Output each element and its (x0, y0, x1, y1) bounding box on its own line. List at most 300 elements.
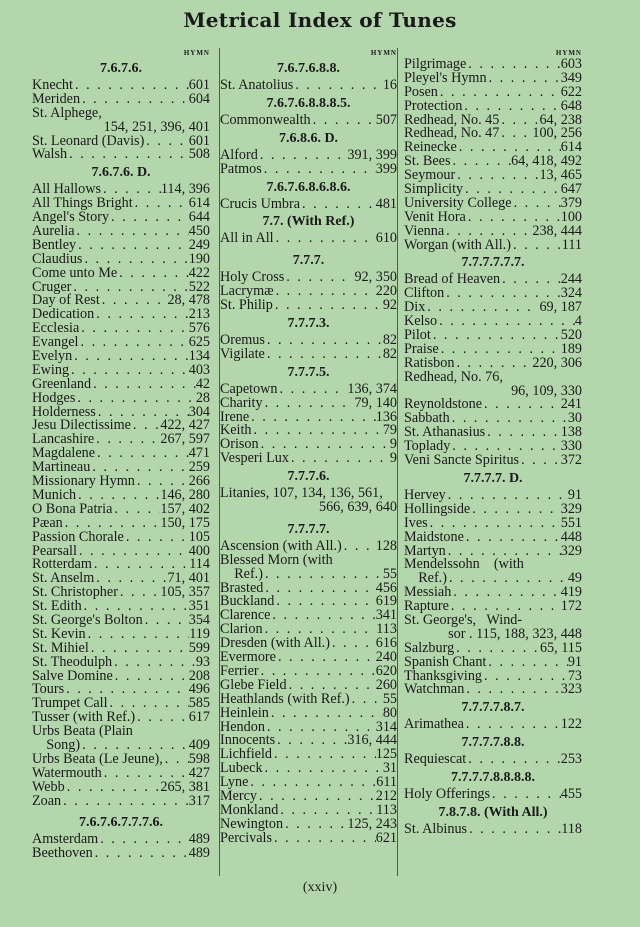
tune-name: Ferrier (220, 662, 259, 679)
leader-dots (77, 545, 189, 559)
leader-dots (86, 628, 190, 642)
hymn-numbers: 260 (375, 676, 397, 693)
tune-name: Requiescat (404, 751, 467, 768)
leader-dots (113, 670, 189, 684)
tune-name: Simplicity (404, 181, 464, 198)
hymn-numbers: 113 (376, 801, 397, 818)
hymn-numbers: 100 (560, 208, 582, 225)
tune-name: Charity (220, 394, 263, 411)
entry-continuation: 566, 639, 640 (318, 499, 397, 516)
tune-name: Heinlein (220, 704, 269, 721)
tune-name: Buckland (220, 593, 275, 610)
tune-entry (220, 160, 397, 177)
index-column-2 (219, 48, 398, 876)
hymn-numbers: 409 (188, 736, 210, 753)
hymn-numbers: 619 (375, 593, 397, 610)
leader-dots (486, 656, 567, 670)
hymn-numbers: 625 (188, 334, 210, 351)
tune-name: Ecclesia (32, 320, 80, 337)
leader-dots (65, 781, 161, 795)
hymn-numbers: 220 (375, 283, 397, 300)
leader-dots (274, 285, 376, 299)
tune-name: Martyn (404, 542, 446, 559)
tune-name: Hollingside (404, 500, 471, 517)
tune-entry (404, 718, 582, 732)
leader-dots (95, 447, 189, 461)
tune-name: Venit Hora (404, 208, 466, 225)
tune-name: Lichfield (220, 746, 272, 763)
hymn-numbers: 82 (382, 345, 397, 362)
hymn-numbers: 136, 374 (347, 380, 397, 397)
tune-name: St. Bees (404, 153, 451, 170)
tune-name: Evermore (220, 649, 276, 666)
tune-name: Angel's Story (32, 209, 110, 226)
tune-name: Zoan (32, 792, 62, 809)
hymn-numbers: 212 (375, 787, 397, 804)
hymn-numbers: 481 (375, 195, 397, 212)
tune-entry (32, 847, 210, 861)
tune-name: Irene (220, 408, 250, 425)
hymn-numbers: 114, 396 (160, 181, 210, 198)
tune-name: Patmos (220, 160, 262, 177)
leader-dots (263, 568, 383, 582)
leader-dots (100, 294, 168, 308)
tune-name: Claudius (32, 250, 83, 267)
hymn-numbers: 249 (188, 236, 210, 253)
leader-dots (274, 595, 375, 609)
page-title: Metrical Index of Tunes (183, 8, 457, 32)
leader-dots (93, 847, 189, 861)
hymn-numbers: 620 (375, 662, 397, 679)
hymn-numbers: 471 (188, 445, 210, 462)
tune-name: Pleyel's Hymn (404, 69, 487, 86)
tune-name: Lyne (220, 774, 249, 791)
leader-dots (133, 197, 189, 211)
leader-dots (519, 454, 561, 468)
tune-name: Crucis Umbra (220, 195, 300, 212)
hymn-numbers: 324 (560, 285, 582, 302)
leader-dots (94, 308, 188, 322)
leader-dots (248, 776, 376, 790)
leader-dots (263, 762, 383, 776)
tune-name: Urbs Beata (Plain (32, 723, 133, 740)
hymn-numbers: 253 (560, 751, 582, 768)
tune-name: St. Philip (220, 297, 273, 314)
tune-name: Evelyn (32, 348, 73, 365)
leader-dots (447, 572, 568, 586)
tune-name: Newington (220, 815, 284, 832)
leader-dots (464, 683, 560, 697)
tune-entry (32, 148, 210, 162)
leader-dots (485, 426, 561, 440)
hymn-numbers: 31 (382, 760, 397, 777)
meter-heading: 7.7.7. (292, 253, 325, 269)
hymn-numbers: 622 (560, 83, 582, 100)
tune-name: Commonwealth (220, 111, 311, 128)
hymn-numbers: 448 (560, 528, 582, 545)
tune-entry (220, 452, 397, 466)
hymn-numbers: 92 (382, 297, 397, 314)
leader-dots (61, 795, 189, 809)
meter-heading: 7.6.7.6. (100, 61, 142, 76)
hymn-numbers: 122 (560, 716, 582, 733)
tune-name: All in All (220, 230, 274, 247)
tune-name: Mendelssohn (with (404, 556, 524, 573)
meter-heading: 7.8.7.8. (With All.) (438, 804, 548, 820)
leader-dots (94, 433, 160, 447)
hymn-numbers: 4 (574, 313, 582, 330)
tune-name: Lacrymæ (220, 283, 274, 300)
hymn-numbers: 138 (560, 424, 582, 441)
tune-entry (404, 820, 582, 837)
tune-name: Greenland (32, 375, 92, 392)
hymn-numbers: 119 (189, 625, 210, 642)
tune-name: St. Albinus (404, 820, 468, 837)
tune-entry (220, 299, 397, 313)
hymn-numbers: 585 (188, 695, 210, 712)
leader-dots (91, 378, 196, 392)
leader-dots (118, 586, 160, 600)
leader-dots (76, 239, 189, 253)
leader-dots (67, 148, 189, 162)
leader-dots (144, 135, 188, 149)
leader-dots (284, 271, 354, 285)
hymn-numbers: 329 (560, 542, 582, 559)
hymn-numbers: 64, 238 (539, 111, 582, 128)
tune-name: Arimathea (404, 716, 464, 733)
tune-name: Blessed Morn (with (220, 551, 333, 568)
tune-name: Vienna (404, 222, 445, 239)
tune-name: Amsterdam (32, 831, 99, 848)
hymn-numbers: 598 (188, 750, 210, 767)
leader-dots (470, 503, 561, 517)
leader-dots (275, 734, 347, 748)
meter-heading: 7.7.7.5. (287, 364, 330, 380)
meter-heading: 7.7. (With Ref.) (262, 214, 355, 230)
leader-dots (467, 823, 561, 837)
hymn-numbers: 13, 465 (539, 167, 582, 184)
tune-entry (220, 345, 397, 362)
hymn-numbers: 610 (375, 230, 397, 247)
meter-heading: 7.7.7.7. D. (463, 470, 523, 486)
leader-dots (487, 72, 561, 86)
meter-heading: 7.6.7.6.8.8. (277, 61, 340, 76)
leader-dots (278, 383, 348, 397)
tune-name: Knecht (32, 77, 73, 93)
hymn-numbers: 100, 256 (532, 125, 582, 142)
tune-entry (404, 753, 582, 767)
leader-dots (75, 225, 189, 239)
leader-dots (258, 149, 348, 163)
hymn-numbers: 79, 140 (354, 394, 397, 411)
meter-heading: 7.6.8.6. D. (278, 130, 339, 146)
hymn-numbers: 316, 444 (347, 732, 397, 749)
hymn-numbers: 330 (560, 438, 582, 455)
tune-name: Dedication (32, 306, 95, 323)
tune-name: Ref.) (220, 565, 263, 582)
hymn-numbers: 82 (382, 332, 397, 349)
hymn-numbers: 190 (188, 250, 210, 267)
tune-name: St. Alphege, (32, 104, 102, 121)
hymn-numbers: 456 (375, 579, 397, 596)
meter-heading: 7.7.7.6. (287, 469, 330, 485)
tune-name: Lubeck (220, 760, 263, 777)
tune-name: Oremus (220, 332, 265, 349)
tune-name: Posen (404, 83, 438, 100)
tune-name: O Bona Patria (32, 500, 113, 517)
tune-name: Mercy (220, 787, 258, 804)
leader-dots (117, 267, 189, 281)
hymn-numbers: 351 (188, 598, 210, 615)
hymn-numbers: 317 (188, 792, 210, 809)
tune-name: Messiah (404, 584, 452, 601)
hymn-numbers: 522 (188, 278, 210, 295)
hymn-numbers: 240 (375, 649, 397, 666)
tune-entry (220, 232, 397, 246)
hymn-numbers: 450 (188, 223, 210, 240)
tune-name: Magdalene (32, 445, 96, 462)
tune-name: Brasted (220, 579, 264, 596)
hymn-numbers: 323 (560, 681, 582, 698)
hymn-numbers: 128 (375, 537, 397, 554)
tune-name: Munich (32, 486, 77, 503)
tune-name: Hodges (32, 389, 76, 406)
leader-dots (289, 452, 390, 466)
hymn-numbers: 73 (567, 667, 582, 684)
leader-dots (300, 198, 376, 212)
hymn-numbers: 189 (560, 340, 582, 357)
tune-name: St. Anselm (32, 570, 95, 587)
tune-name: Aurelia (32, 223, 75, 240)
leader-dots (263, 582, 375, 596)
tune-name: Dresden (with All.) (220, 635, 330, 652)
tune-name: Urbs Beata (Le Jeune), (32, 750, 163, 767)
hymn-numbers: 220, 306 (532, 354, 582, 371)
tune-name: St. Leonard (Davis) (32, 132, 145, 149)
tune-name: Ref.) (404, 570, 447, 587)
hymn-numbers: 314 (375, 718, 397, 735)
hymn-numbers: 172 (560, 598, 582, 615)
tune-name: Maidstone (404, 528, 464, 545)
tune-name: Evangel (32, 334, 79, 351)
leader-dots (500, 273, 561, 287)
meter-heading: 7.7.7.3. (287, 316, 330, 332)
tune-name: St. Mihiel (32, 639, 89, 656)
leader-dots (143, 614, 189, 628)
leader-dots (311, 114, 376, 128)
tune-name: Day of Rest (32, 292, 100, 309)
leader-dots (293, 79, 382, 93)
tune-name: Watermouth (32, 764, 102, 781)
tune-name: Lancashire (32, 431, 95, 448)
hymn-numbers: 105, 357 (160, 584, 210, 601)
hymn-column-label: HYMN (183, 49, 210, 57)
tune-name: Litanies, 107, 134, 136, 561, (220, 485, 383, 502)
leader-dots (272, 748, 376, 762)
hymn-numbers: 496 (188, 681, 210, 698)
tune-name: Song) (32, 736, 81, 753)
hymn-numbers: 114 (189, 556, 210, 573)
tune-name: Praise (404, 340, 439, 357)
tune-name: All Hallows (32, 181, 101, 198)
leader-dots (272, 832, 376, 846)
tune-name: Innocents (220, 732, 276, 749)
hymn-numbers: 354 (188, 611, 210, 628)
hymn-numbers: 507 (375, 111, 397, 128)
meter-heading: 7.6.7.6. D. (91, 165, 151, 181)
tune-name: Dix (404, 299, 426, 316)
tune-name: Protection (404, 97, 463, 114)
hymn-numbers: 150, 175 (160, 514, 210, 531)
hymn-column-label: HYMN (370, 49, 397, 57)
hymn-numbers: 422, 427 (160, 417, 210, 434)
hymn-numbers: 16 (382, 77, 397, 93)
hymn-numbers: 349 (560, 69, 582, 86)
hymn-numbers: 604 (188, 90, 210, 107)
tune-name: Clarence (220, 607, 271, 624)
leader-dots (265, 334, 383, 348)
hymn-numbers: 9 (389, 450, 397, 467)
leader-dots (342, 540, 376, 554)
tune-entry (220, 829, 397, 846)
leader-dots (274, 232, 376, 246)
tune-name: Pilgrimage (404, 56, 467, 72)
leader-dots (490, 788, 561, 802)
tune-name: St. Athanasius (404, 424, 486, 441)
hymn-numbers: 157, 402 (160, 500, 210, 517)
hymn-numbers: 576 (188, 320, 210, 337)
hymn-numbers: 241 (560, 396, 582, 413)
leader-dots (270, 609, 375, 623)
tune-name: Tours (32, 681, 65, 698)
hymn-numbers: 65, 115 (539, 639, 582, 656)
leader-dots (262, 163, 376, 177)
leader-dots (466, 753, 560, 767)
leader-dots (112, 503, 160, 517)
tune-name: Ewing (32, 361, 70, 378)
tune-name: Holy Cross (220, 269, 285, 286)
tune-name: Glebe Field (220, 676, 287, 693)
meter-heading: 7.7.7.7.8.8. (461, 735, 525, 751)
hymn-numbers: 64, 418, 492 (511, 153, 582, 170)
tune-name: Reynoldstone (404, 396, 483, 413)
tune-name: All Things Bright (32, 195, 133, 212)
tune-name: Ratisbon (404, 354, 455, 371)
entry-continuation: 96, 109, 330 (511, 382, 582, 399)
tune-entry (404, 454, 582, 468)
tune-name: Salzburg (404, 639, 455, 656)
hymn-numbers: 614 (188, 195, 210, 212)
meter-heading: 7.7.7.7.8.7. (461, 700, 525, 716)
tune-name: Holy Offerings (404, 786, 491, 803)
hymn-numbers: 111 (561, 236, 582, 253)
leader-dots (451, 586, 560, 600)
hymn-numbers: 30 (567, 410, 582, 427)
hymn-numbers: 9 (389, 436, 397, 453)
leader-dots (273, 299, 383, 313)
hymn-numbers: 213 (188, 306, 210, 323)
hymn-numbers: 265, 381 (160, 778, 210, 795)
leader-dots (276, 651, 376, 665)
tune-name: Worgan (with All.) (404, 236, 511, 253)
hymn-numbers: 391, 399 (347, 146, 397, 163)
hymn-numbers: 647 (560, 181, 582, 198)
hymn-numbers: 125, 243 (347, 815, 397, 832)
tune-entry (220, 111, 397, 128)
leader-dots (455, 169, 539, 183)
hymn-numbers: 69, 187 (539, 299, 582, 316)
tune-name: St. Theodulph (32, 653, 113, 670)
tune-name: Bentley (32, 236, 77, 253)
hymn-numbers: 79 (382, 422, 397, 439)
leader-dots (283, 818, 347, 832)
leader-dots (330, 637, 376, 651)
leader-dots (135, 711, 189, 725)
hymn-numbers: 372 (560, 452, 582, 469)
hymn-numbers: 28, 478 (167, 292, 210, 309)
tune-name: Vesperi Lux (220, 450, 289, 467)
hymn-numbers: 93 (195, 653, 210, 670)
tune-name: Alford (220, 146, 258, 163)
index-column-3 (404, 48, 582, 837)
hymn-numbers: 614 (560, 139, 582, 156)
tune-name: Salve Domine (32, 667, 113, 684)
hymn-numbers: 208 (188, 667, 210, 684)
hymn-numbers: 266 (188, 473, 210, 490)
hymn-numbers: 520 (560, 327, 582, 344)
hymn-numbers: 49 (567, 570, 582, 587)
hymn-numbers: 489 (188, 831, 210, 848)
hymn-numbers: 489 (188, 845, 210, 862)
tune-name: Watchman (404, 681, 465, 698)
tune-name: Hervey (404, 486, 446, 503)
meter-heading: 7.7.7.7. (287, 521, 330, 537)
tune-name: Meriden (32, 90, 81, 107)
leader-dots (482, 398, 561, 412)
hymn-numbers: 259 (188, 459, 210, 476)
tune-name: Holderness (32, 403, 96, 420)
tune-name: Redhead, No. 45 (404, 111, 500, 128)
tune-entry (404, 788, 582, 802)
tune-name: Redhead, No. 47 (404, 125, 500, 142)
leader-dots (464, 531, 561, 545)
hymn-numbers: 379 (560, 194, 582, 211)
tune-name: Clifton (404, 285, 445, 302)
leader-dots (131, 419, 160, 433)
hymn-numbers: 601 (188, 132, 210, 149)
leader-dots (511, 239, 562, 253)
tune-name: Toplady (404, 438, 451, 455)
leader-dots (269, 707, 383, 721)
hymn-numbers: 304 (188, 403, 210, 420)
tune-name: Pearsall (32, 542, 77, 559)
tune-name: Veni Sancte Spiritus (404, 452, 520, 469)
tune-name: Come unto Me (32, 264, 118, 281)
leader-dots (350, 693, 383, 707)
tune-name: Pæan (32, 514, 63, 531)
tune-name: St. Kevin (32, 625, 86, 642)
leader-dots (78, 336, 188, 350)
hymn-numbers: 599 (188, 639, 210, 656)
leader-dots (425, 301, 539, 315)
tune-entry (220, 195, 397, 212)
tune-name: Monkland (220, 801, 279, 818)
leader-dots (263, 397, 355, 411)
tune-entry (404, 236, 582, 253)
meter-heading: 7.6.7.6.7.7.7.6. (79, 815, 163, 831)
tune-name: Keith (220, 422, 252, 439)
tune-entry (220, 79, 397, 93)
